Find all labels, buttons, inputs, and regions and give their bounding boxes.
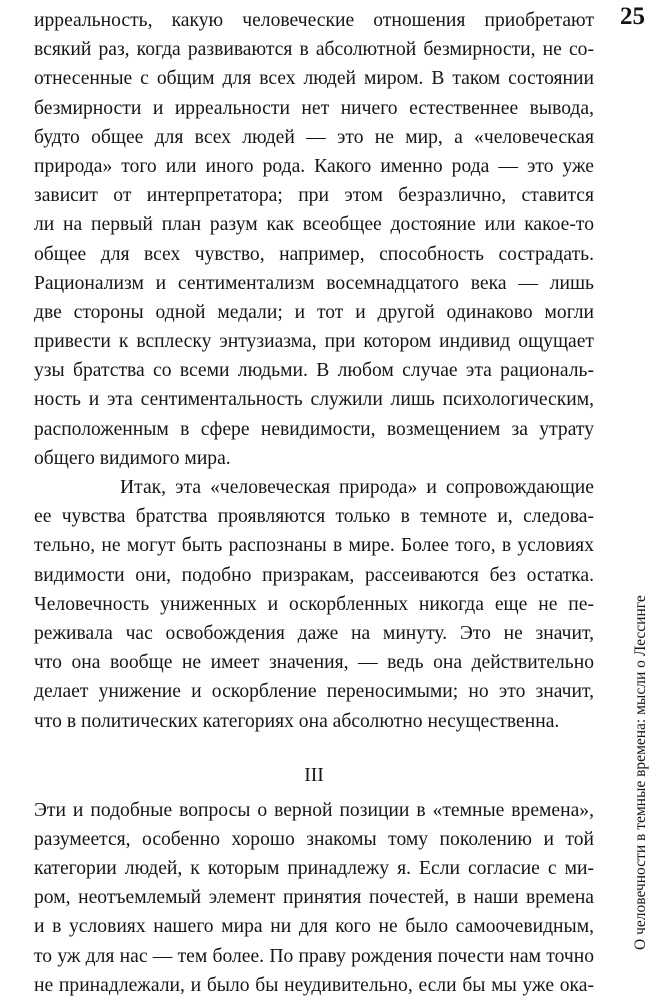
text-line: ли на первый план разум как всеобщее достояние или какое-то — [34, 214, 594, 236]
text-line: что в политических категориях она абсолютно несущественна. — [34, 710, 560, 732]
text-line: ром, неотъемлемый элемент принятия почестей, в наши времена — [34, 887, 594, 909]
running-head: О человечности в темные времена: мысли о Лессинге — [632, 595, 649, 950]
page-number: 25 — [620, 3, 645, 30]
text-line: две стороны одной медали; и тот и другой одинаково могли — [34, 301, 594, 323]
text-line: природа» того или иного рода. Какого именно рода — это уже — [34, 155, 594, 177]
text-line: ее чувства братства проявляются только в темноте и, следова- — [34, 506, 594, 528]
text-line: то уж для нас — тем более. По праву рождения почести нам точно — [34, 945, 594, 967]
section-heading: III — [304, 764, 324, 786]
text-line: не принадлежали, и было бы неудивительно, если бы мы уже ока- — [34, 974, 594, 996]
text-line: ирреальность, какую человеческие отношения приобретают — [34, 10, 594, 31]
text-line: зависит от интерпретатора; при этом безразлично, ставится — [34, 185, 594, 207]
text-line: делает унижение и оскорбление переносимыми; но это значит, — [34, 681, 594, 703]
text-line: ность и эта сентиментальность служили лишь психологическим, — [34, 389, 594, 411]
text-line: видимости они, подобно призракам, рассеиваются без остатка. — [34, 564, 594, 586]
paragraph-1 — [34, 6, 594, 473]
text-line: Эти и подобные вопросы о верной позиции в «темные времена», — [34, 799, 594, 821]
text-line: что она вообще не имеет значения, — ведь она действительно — [34, 652, 594, 674]
text-line: отнесенные с общим для всех людей миром. В таком состоянии — [34, 68, 594, 90]
text-line: Итак, эта «человеческая природа» и сопровождающие — [120, 477, 594, 498]
text-line: тельно, не могут быть распознаны в мире. Более того, в условиях — [34, 535, 594, 557]
text-line: общее для всех чувство, например, способность сострадать. — [34, 243, 594, 265]
text-line: общего видимого мира. — [34, 447, 231, 469]
text-line: и в условиях нашего мира ни для кого не было самоочевидным, — [34, 916, 594, 938]
text-line: привести к всплеску энтузиазма, при котором индивид ощущает — [34, 331, 594, 353]
text-line: безмирности и ирреальности нет ничего естественнее вывода, — [34, 97, 594, 119]
text-line: Рационализм и сентиментализм восемнадцатого века — лишь — [34, 272, 594, 294]
text-line: разумеется, особенно хорошо знакомы тому поколению и той — [34, 828, 594, 850]
body-text — [34, 6, 594, 1000]
text-line: расположенным в сфере невидимости, возмещением за утрату — [34, 418, 594, 440]
text-line: Человечность униженных и оскорбленных никогда еще не пе- — [34, 593, 594, 615]
paragraph-3 — [34, 796, 594, 1000]
text-line: реживала час освобождения даже на минуту. Это не значит, — [34, 622, 594, 644]
text-line: всякий раз, когда развиваются в абсолютной безмирности, не со- — [34, 39, 594, 61]
paragraph-2 — [34, 473, 594, 736]
text-line: будто общее для всех людей — это не мир, а «человеческая — [34, 126, 594, 148]
text-line: узы братства со всеми людьми. В любом случае эта рациональ- — [34, 360, 594, 382]
text-line: категории людей, к которым принадлежу я. Если согласие с ми- — [34, 858, 594, 880]
